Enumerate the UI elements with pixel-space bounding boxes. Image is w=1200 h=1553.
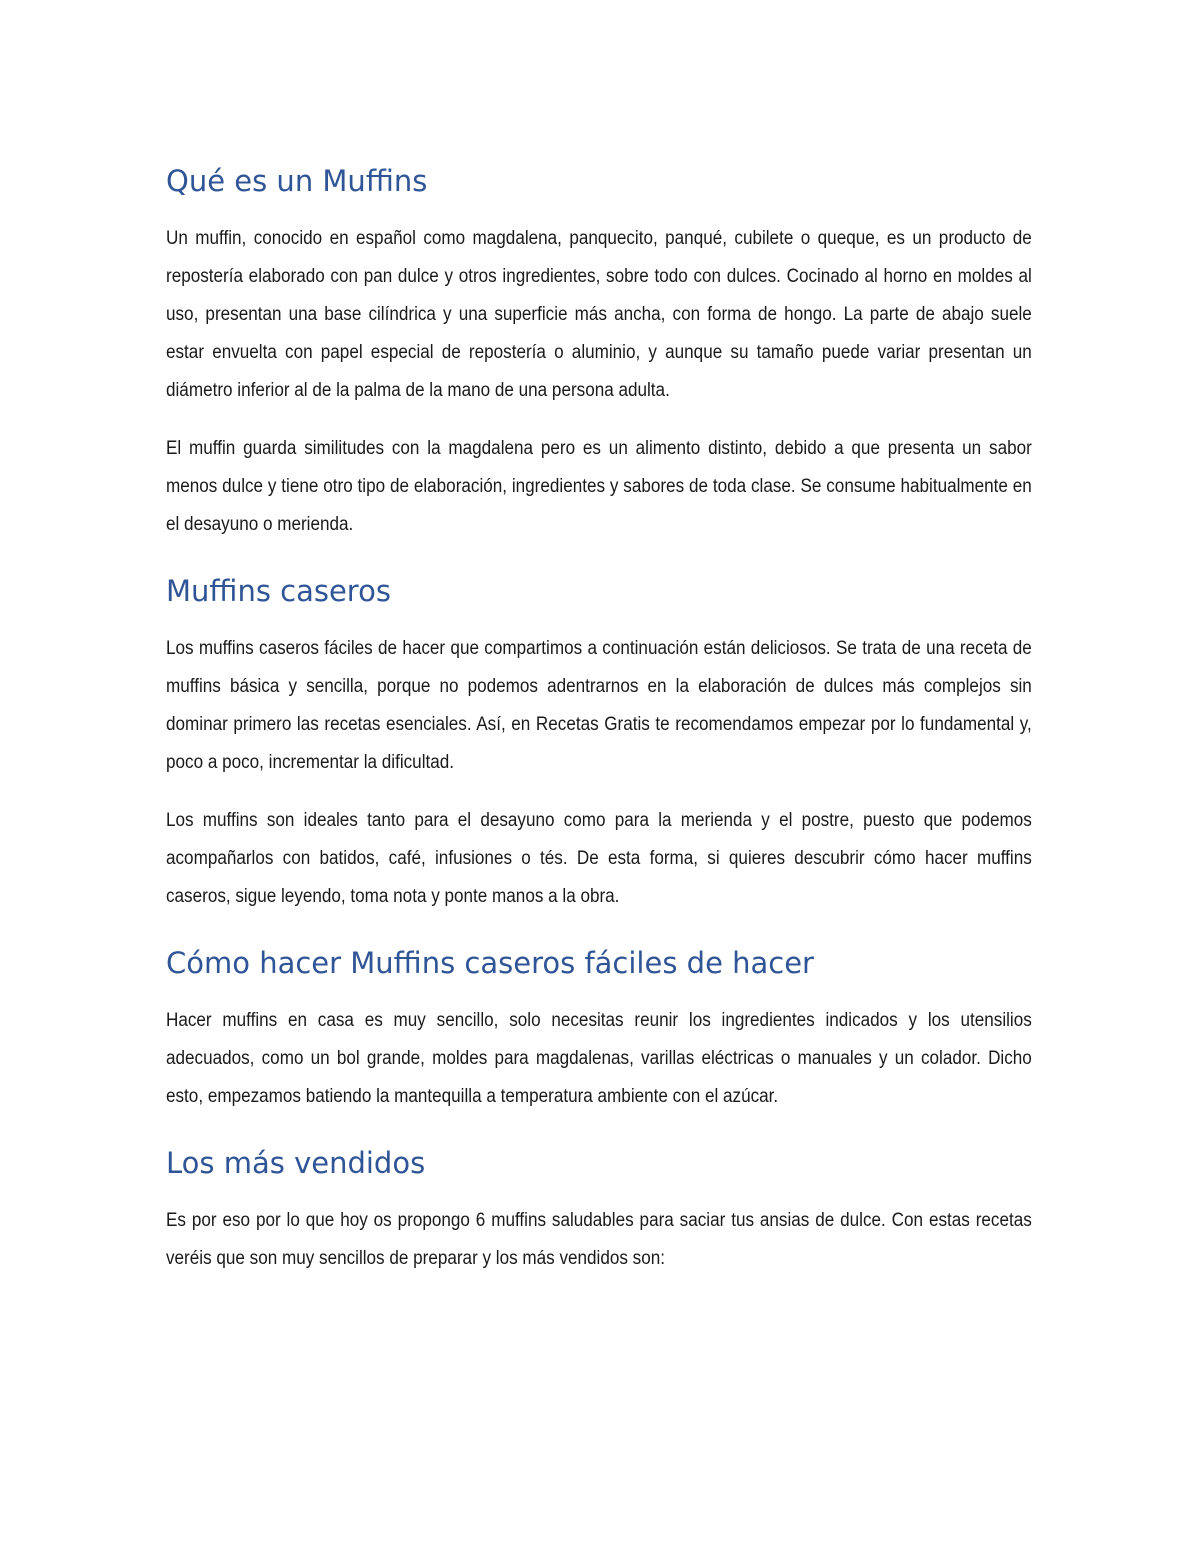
section-heading-mas-vendidos: Los más vendidos <box>166 1146 426 1180</box>
paragraph: Un muffin, conocido en español como magdalena, panquecito, panqué, cubilete o queque, es un producto de repostería elaborado con pan dulce y otros ingredientes, sobre todo con dulces. Cocinado al horno en moldes al uso, presentan una base cilíndrica y una superficie más ancha, con forma de hongo. La parte de abajo suele estar envuelta con papel especial de repostería o aluminio, y aunque su tamaño puede variar presentan un diámetro inferior al de la palma de la mano de una persona adulta. <box>166 228 1032 401</box>
section-heading-muffins-caseros: Muffins caseros <box>166 574 391 608</box>
document-body <box>166 160 1032 1278</box>
paragraph: Es por eso por lo que hoy os propongo 6 muffins saludables para saciar tus ansias de dulce. Con estas recetas veréis que son muy sencillos de preparar y los más vendidos son: <box>166 1210 1032 1269</box>
section-heading-como-hacer: Cómo hacer Muffins caseros fáciles de hacer <box>166 946 814 980</box>
paragraph: Los muffins caseros fáciles de hacer que compartimos a continuación están deliciosos. Se trata de una receta de muffins básica y sencilla, porque no podemos adentrarnos en la elaboración de dulces más complejos sin dominar primero las recetas esenciales. Así, en Recetas Gratis te recomendamos empezar por lo fundamental y, poco a poco, incrementar la dificultad. <box>166 638 1032 773</box>
paragraph: Hacer muffins en casa es muy sencillo, solo necesitas reunir los ingredientes indicados y los utensilios adecuados, como un bol grande, moldes para magdalenas, varillas eléctricas o manuales y un colador. Dicho esto, empezamos batiendo la mantequilla a temperatura ambiente con el azúcar. <box>166 1010 1032 1107</box>
paragraph: Los muffins son ideales tanto para el desayuno como para la merienda y el postre, puesto que podemos acompañarlos con batidos, café, infusiones o tés. De esta forma, si quieres descubrir cómo hacer muffins caseros, sigue leyendo, toma nota y ponte manos a la obra. <box>166 810 1032 907</box>
paragraph: El muffin guarda similitudes con la magdalena pero es un alimento distinto, debido a que presenta un sabor menos dulce y tiene otro tipo de elaboración, ingredientes y sabores de toda clase. Se consume habitualmente en el desayuno o merienda. <box>166 438 1032 535</box>
section-heading-que-es: Qué es un Muffins <box>166 164 428 198</box>
